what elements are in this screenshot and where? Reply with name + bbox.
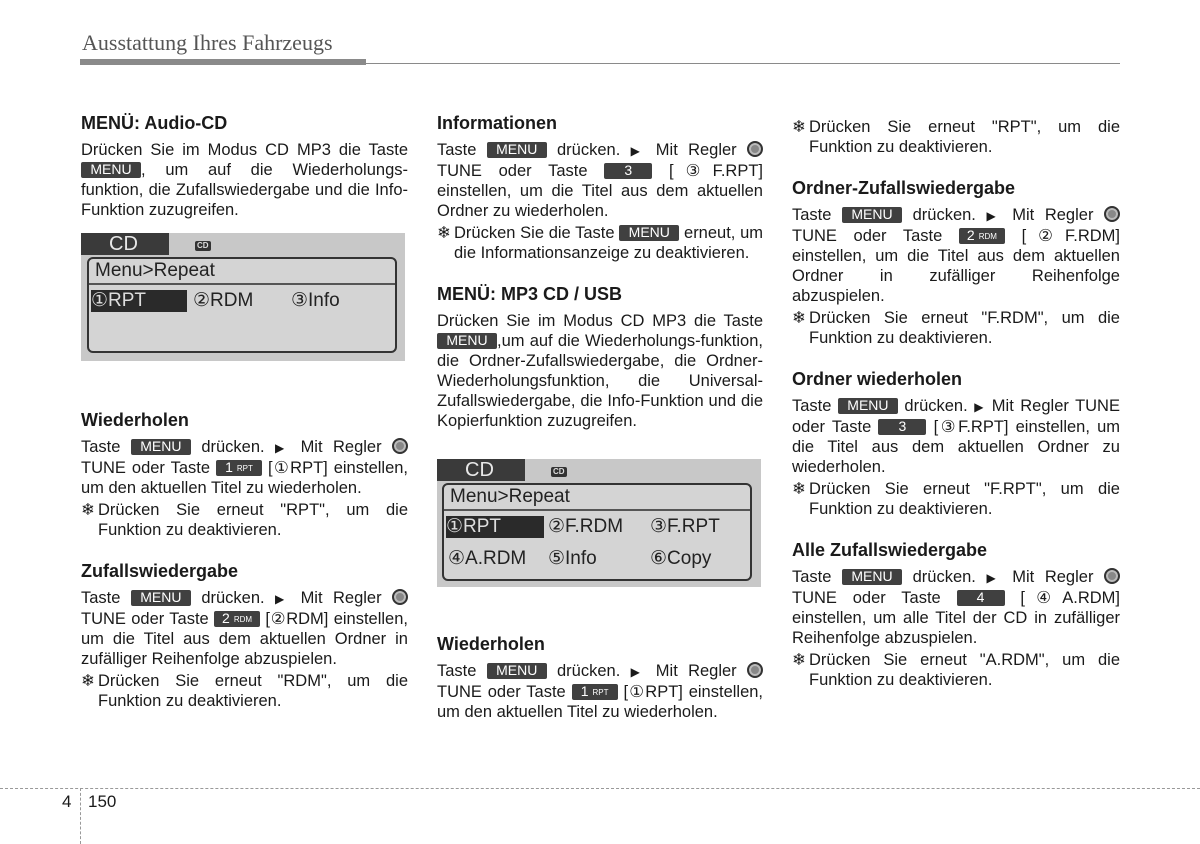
note: ❄ Drücken Sie erneut "F.RDM", um die Funktion zu deaktivieren. (792, 309, 1120, 347)
cd-icon: CD (553, 467, 565, 476)
screen-item-ardm: ④A.RDM (448, 548, 527, 569)
note-star-icon: ❄ (792, 309, 806, 327)
screen-item-frpt: ③F.RPT (650, 516, 720, 537)
screen-item-copy: ⑥Copy (650, 548, 712, 569)
menu-button-icon: MENU (81, 162, 141, 178)
menu-button-icon: MENU (487, 663, 547, 679)
paragraph: Taste MENU drücken. ▶ Mit Regler TUNE oder Taste 3 [③F.RPT] einstellen, um die Titel aus dem aktuellen Ordner zu wiederholen. (437, 141, 764, 220)
paragraph: Taste MENU drücken. ▶ Mit Regler TUNE oder Taste 2 $_{RDM}$ [②RDM] einstellen, um die Titel aus dem aktuellen Ordner in zufälliger Reihenfolge abzuspielen. (81, 589, 408, 668)
screen-item-rpt: ①RPT (91, 290, 187, 312)
arrow-right-icon: ▶ (986, 209, 1002, 223)
menu-button-icon: MENU (842, 569, 902, 585)
arrow-right-icon: ▶ (275, 441, 291, 455)
button-3-icon: 3 (878, 419, 926, 435)
screen-item-info: ⑤Info (548, 548, 597, 569)
button-2-rdm-icon: 2 $_{RDM}$ (959, 228, 1005, 244)
note: ❄ Drücken Sie erneut "RPT", um die Funktion zu deaktivieren. (81, 501, 408, 539)
display-screen-mp3 (437, 459, 761, 587)
section-title: MENÜ: Audio-CD (81, 113, 228, 133)
screen-item-rdm: ②RDM (193, 290, 254, 311)
arrow-right-icon: ▶ (974, 400, 986, 414)
section-title: Informationen (437, 113, 557, 133)
column-middle (437, 112, 763, 722)
note: ❄ Drücken Sie erneut "A.RDM", um die Funktion zu deaktivieren. (792, 651, 1120, 689)
footer-divider (80, 788, 81, 844)
screen-menu-title: Menu>Repeat (444, 485, 750, 511)
section-title: Wiederholen (437, 634, 545, 654)
tune-knob-icon (392, 589, 408, 605)
button-3-icon: 3 (604, 163, 652, 179)
button-4-icon: 4 (957, 590, 1005, 606)
paragraph: Taste MENU drücken. ▶ Mit Regler TUNE oder Taste 1 $_{RPT}$ [①RPT] einstellen, um den aktuellen Titel zu wiederholen. (437, 662, 764, 721)
paragraph: Taste MENU drücken. ▶ Mit Regler TUNE oder Taste 1 $_{RPT}$ [①RPT] einstellen, um den aktuellen Titel zu wiederholen. (81, 438, 409, 497)
menu-button-icon: MENU (131, 439, 191, 455)
note-star-icon: ❄ (81, 672, 95, 690)
tune-knob-icon (1104, 206, 1120, 222)
column-left (81, 112, 408, 711)
screen-item-frdm: ②F.RDM (548, 516, 624, 537)
menu-button-icon: MENU (487, 142, 547, 158)
section-title: Wiederholen (81, 410, 189, 430)
page-header-title: Ausstattung Ihres Fahrzeugs (82, 30, 333, 55)
note-star-icon: ❄ (792, 480, 806, 498)
section-title: Ordner wiederholen (792, 369, 963, 389)
paragraph: Drücken Sie im Modus CD MP3 die Taste MENU , um auf die Wiederholungs-funktion, die Zufallswiedergabe und die Info-Funktion zuzugreifen. (81, 141, 408, 219)
screen-tab: CD (81, 233, 169, 255)
section-title: MENÜ: MP3 CD / USB (437, 284, 623, 304)
section-title: Alle Zufallswiedergabe (792, 540, 988, 560)
screen-menu (442, 483, 752, 581)
note-star-icon: ❄ (81, 501, 95, 519)
screen-item-rpt: ①RPT (446, 516, 544, 538)
menu-button-icon: MENU (838, 398, 898, 414)
header-rule (366, 63, 1120, 64)
screen-menu-title: Menu>Repeat (89, 259, 395, 285)
chapter-number: 4 (62, 792, 72, 811)
tune-knob-icon (747, 662, 763, 678)
menu-button-icon: MENU (437, 333, 497, 349)
page-number: 150 (88, 792, 117, 811)
button-1-rpt-icon: 1 $_{RPT}$ (572, 684, 618, 700)
paragraph: Taste MENU drücken. ▶ Mit Regler TUNE oder Taste 2 $_{RDM}$ [②F.RDM] einstellen, um die Titel aus dem aktuellen Ordner in zufälliger Reihenfolge abzuspielen. (792, 206, 1120, 305)
note: ❄ Drücken Sie erneut "F.RPT", um die Funktion zu deaktivieren. (792, 480, 1120, 518)
note-star-icon: ❄ (437, 224, 451, 242)
tune-knob-icon (392, 438, 408, 454)
arrow-right-icon: ▶ (986, 571, 1002, 585)
button-2-rdm-icon: 2 $_{RDM}$ (214, 611, 260, 627)
note-star-icon: ❄ (792, 118, 806, 136)
paragraph: Drücken Sie im Modus CD MP3 die Taste MENU ,um auf die Wiederholungs-funktion, die Ordner-Zufallswiedergabe, die Ordner-Wiederholungsfunktion, die Universal-Zufallswiedergabe, die Info-Funktion und die Kopierfunktion zuzugreifen. (437, 312, 763, 430)
header-bar (80, 59, 366, 65)
button-1-rpt-icon: 1 $_{RPT}$ (216, 460, 262, 476)
section-title: Ordner-Zufallswiedergabe (792, 178, 1016, 198)
menu-button-icon: MENU (131, 590, 191, 606)
menu-button-icon: MENU (619, 225, 679, 241)
menu-button-icon: MENU (842, 207, 902, 223)
screen-item-info: ③Info (291, 290, 340, 311)
footer-rule (0, 788, 1200, 789)
note: ❄ Drücken Sie erneut "RDM", um die Funktion zu deaktivieren. (81, 672, 408, 710)
note: ❄ Drücken Sie die Taste MENU erneut, um die Informationsanzeige zu deaktivieren. (437, 224, 764, 262)
screen-tab: CD (437, 459, 525, 481)
note: ❄ Drücken Sie erneut "RPT", um die Funktion zu deaktivieren. (792, 118, 1120, 156)
tune-knob-icon (1104, 568, 1120, 584)
column-right (792, 117, 1120, 690)
paragraph: Taste MENU drücken. ▶ Mit Regler TUNE oder Taste 4 [④A.RDM] einstellen, um alle Titel der CD in zufälliger Reihenfolge abzuspielen. (792, 568, 1120, 647)
section-title: Zufallswiedergabe (81, 561, 239, 581)
display-screen-audio-cd (81, 233, 405, 361)
screen-menu (87, 257, 397, 353)
arrow-right-icon: ▶ (630, 665, 646, 679)
note-star-icon: ❄ (792, 651, 806, 669)
arrow-right-icon: ▶ (275, 592, 291, 606)
arrow-right-icon: ▶ (630, 144, 646, 158)
paragraph: Taste MENU drücken. ▶ Mit Regler TUNE oder Taste 3 [③F.RPT] einstellen, um die Titel aus dem aktuellen Ordner zu wiederholen. (792, 397, 1120, 476)
cd-icon: CD (197, 241, 209, 250)
tune-knob-icon (747, 141, 763, 157)
